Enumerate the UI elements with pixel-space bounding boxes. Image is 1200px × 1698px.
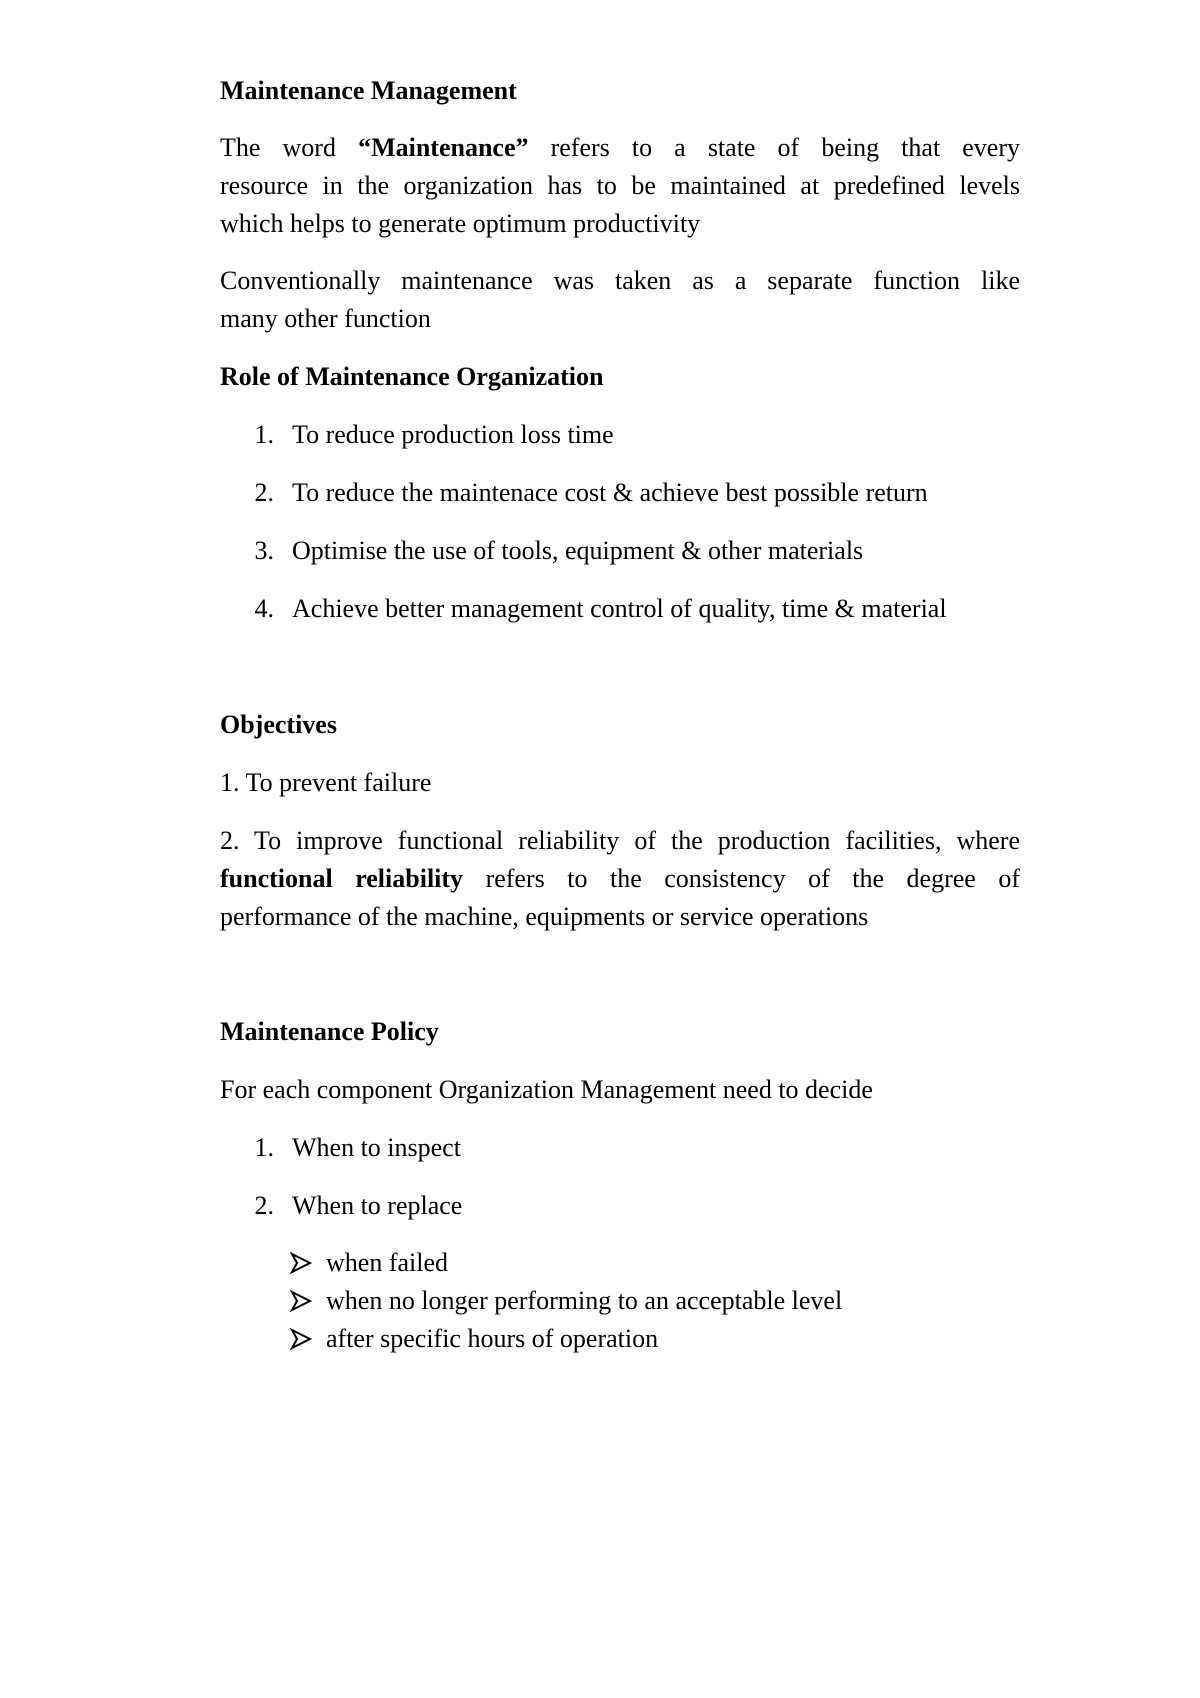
bullet-item: after specific hours of operation bbox=[290, 1320, 658, 1358]
conventional-paragraph bbox=[220, 262, 1020, 338]
objective-2-line-2: functional reliability refers to the consistency of the degree of bbox=[220, 864, 1020, 893]
conventional-line-1: Conventionally maintenance was taken as a separate function like bbox=[220, 266, 1020, 295]
objective-2-line-3: performance of the machine, equipments or service operations bbox=[220, 902, 869, 931]
objective-2-line-1: 2. To improve functional reliability of the production facilities, where bbox=[220, 826, 1020, 855]
arrow-bullet-icon bbox=[290, 1328, 312, 1350]
functional-reliability-term: functional reliability bbox=[220, 864, 464, 893]
conventional-line-2: many other function bbox=[220, 304, 431, 333]
bullet-item: when failed bbox=[290, 1244, 448, 1282]
bullet-item: when no longer performing to an acceptable level bbox=[290, 1282, 842, 1320]
document-page: Maintenance Management The word “Maintenance” refers to a state of being that every resource in the organization has to be maintained at predefined levels which helps to generate optimum productivity Conventionally maintenance was taken as a separate function like many other function Role of Maintenance Organization 1. To reduce production loss time 2. To reduce the maintenace cost & achieve best possible return 3. Optimise the use of tools, equipment & other materials 4. Achieve better management control of quality, time & material Objectives 1. To prevent failure 2. To improve functional reliability of the production facilities, where functional reliability refers to the consistency of the degree of performance of the machine, equipments or service operations Maintenance Policy For each component Organization Management need to decide 1. When to inspect 2. When to replace when failed when no longer performing to an acceptable level after specific hours of operation bbox=[0, 0, 1200, 1698]
objective-item-2 bbox=[220, 822, 1020, 936]
policy-intro: For each component Organization Management need to decide bbox=[220, 1075, 873, 1104]
role-heading: Role of Maintenance Organization bbox=[220, 362, 604, 391]
objective-item-1: 1. To prevent failure bbox=[220, 768, 432, 797]
intro-paragraph bbox=[220, 129, 1020, 243]
intro-line-2: resource in the organization has to be maintained at predefined levels bbox=[220, 171, 1020, 200]
page-title: Maintenance Management bbox=[220, 76, 517, 105]
arrow-bullet-icon bbox=[290, 1252, 312, 1274]
arrow-bullet-icon bbox=[290, 1290, 312, 1312]
policy-heading: Maintenance Policy bbox=[220, 1017, 439, 1046]
intro-line-1: The word “Maintenance” refers to a state of being that every bbox=[220, 133, 1021, 162]
objectives-heading: Objectives bbox=[220, 710, 337, 739]
intro-line-3: which helps to generate optimum productivity bbox=[220, 209, 701, 238]
maintenance-term: “Maintenance” bbox=[358, 133, 529, 162]
